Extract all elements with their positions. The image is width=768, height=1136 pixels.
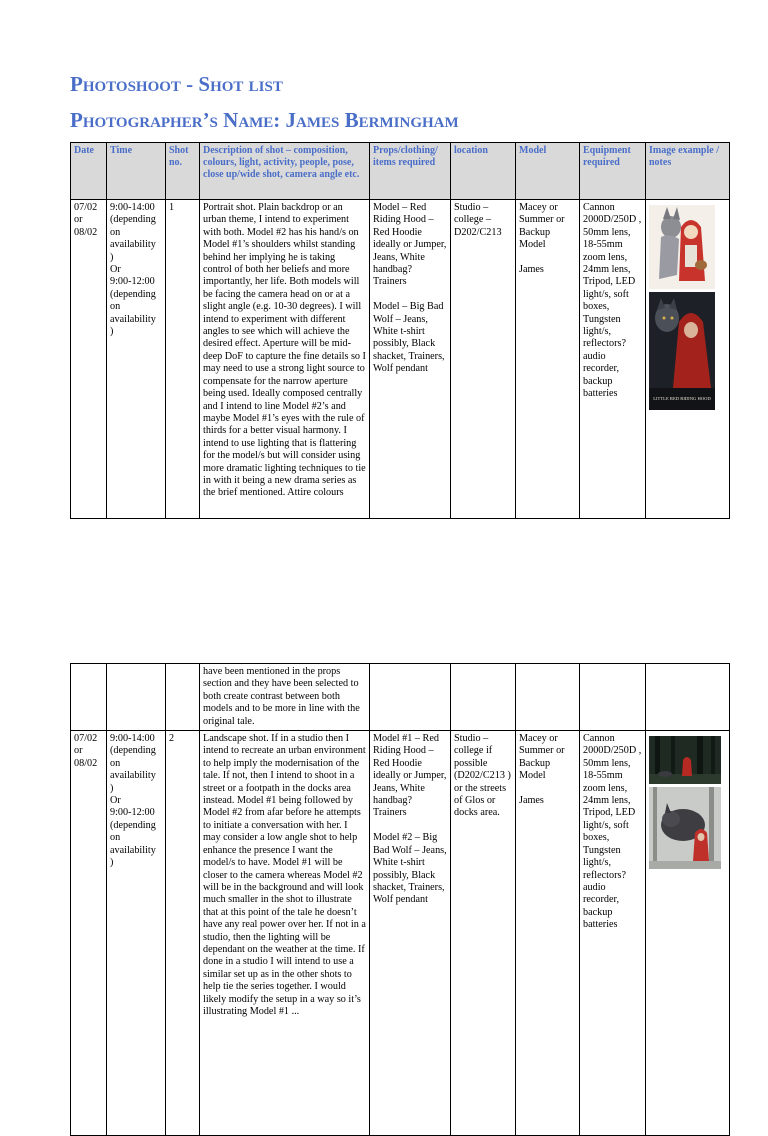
header-location: location — [451, 143, 516, 200]
cell-props: Model – Red Riding Hood – Red Hoodie ideally or Jumper, Jeans, White handbag? Trainers Model – Big Bad Wolf – Jeans, White t-shirt possibly, Black shacket, Trainers, Wolf pendant — [370, 200, 451, 519]
header-shot-no: Shot no. — [166, 143, 200, 200]
cell-date: 07/02 or 08/02 — [71, 731, 107, 1136]
red-riding-hood-illustration-image — [649, 205, 715, 289]
cell-props: Model #1 – Red Riding Hood – Red Hoodie ideally or Jumper, Jeans, White handbag? Trainers Model #2 – Big Bad Wolf – Jeans, White t-shirt possibly, Black shacket, Trainers, Wolf pendant — [370, 731, 451, 1136]
wolf-and-girl-painting-image — [649, 787, 721, 869]
cell-date: 07/02 or 08/02 — [71, 200, 107, 519]
cell-model: Macey or Summer or Backup Model James — [516, 731, 580, 1136]
header-date: Date — [71, 143, 107, 200]
poster-title-text: LITTLE RED RIDING HOOD — [653, 396, 711, 401]
cell-image-examples — [646, 664, 730, 731]
photographer-name-heading: Photographer’s Name: James Bermingham — [70, 108, 459, 132]
cell-shot-no: 2 — [166, 731, 200, 1136]
header-equipment: Equipment required — [580, 143, 646, 200]
cell-shot-no: 1 — [166, 200, 200, 519]
cell-shot-no — [166, 664, 200, 731]
cell-image-examples — [646, 731, 730, 1136]
cell-equipment — [580, 664, 646, 731]
header-props: Props/clothing/ items required — [370, 143, 451, 200]
cell-description: Landscape shot. If in a studio then I intend to recreate an urban environment to help imply the modernisation of the tale. If not, then I intend to shoot in a street or a footpath in the docks area instead. Model #1 being followed by Model #2 from afar before he attempts to initiate a conversation with her. I may consider a low angle shot to help enhance the presence I want the model/s to have. Model #1 will be closer to the camera whereas Model #2 will be in the background and will look much smaller in the shot to illustrate that at this point of the tale he doesn’t have any real power over her. If not in a studio, then the lighting will be dependant on the weather at the time. If done in a studio I will intend to use a similar set up as in the other shots to help tie the series together. I would likely modify the setup in a way so it’s illustrating Model #1 ... — [200, 731, 370, 1136]
table-row — [71, 731, 730, 1136]
shot-list-table — [70, 142, 730, 519]
cell-model — [516, 664, 580, 731]
table-row — [71, 664, 730, 731]
header-model: Model — [516, 143, 580, 200]
cell-equipment: Cannon 2000D/250D , 50mm lens, 18-55mm zoom lens, 24mm lens, Tripod, LED light/s, soft boxes, Tungsten light/s, reflectors? audio recorder, backup batteries — [580, 200, 646, 519]
table-row — [71, 200, 730, 519]
little-red-riding-hood-poster-image — [649, 292, 715, 410]
cell-description: have been mentioned in the props section and they have been selected to both create contrast between both models and to be more in line with the original tale. — [200, 664, 370, 731]
cell-model: Macey or Summer or Backup Model James — [516, 200, 580, 519]
table-header-row — [71, 143, 730, 200]
cell-location: Studio – college if possible (D202/C213 ) or the streets of Glos or docks area. — [451, 731, 516, 1136]
cell-location: Studio – college – D202/C213 — [451, 200, 516, 519]
forest-scene-image — [649, 736, 721, 784]
cell-time: 9:00-14:00 (depending on availability ) Or 9:00-12:00 (depending on availability ) — [107, 731, 166, 1136]
header-image-notes: Image example / notes — [646, 143, 730, 200]
cell-equipment: Cannon 2000D/250D , 50mm lens, 18-55mm zoom lens, 24mm lens, Tripod, LED light/s, soft boxes, Tungsten light/s, reflectors? audio recorder, backup batteries — [580, 731, 646, 1136]
cell-location — [451, 664, 516, 731]
header-description: Description of shot – composition, colours, light, activity, people, pose, close up/wide shot, camera angle etc. — [200, 143, 370, 200]
cell-time — [107, 664, 166, 731]
shot-list-table-continued — [70, 663, 730, 1136]
cell-date — [71, 664, 107, 731]
cell-time: 9:00-14:00 (depending on availability ) Or 9:00-12:00 (depending on availability ) — [107, 200, 166, 519]
cell-description: Portrait shot. Plain backdrop or an urban theme, I intend to experiment with both. Model #2 has his hand/s on Model #1’s shoulders whilst standing behind her implying he is taking control of both her beliefs and more importantly, her life. Both models will be facing the camera head on or at a slight angle (e.g. 10-30 degrees). I will intend to experiment with different angles to see which will achieve the desired effect. Aperture will be mid-deep DoF to capture the fine details so I may need to use a strong light source to compensate for the narrow aperture being used. Ideally composed centrally and I intend to line Model #2’s and maybe Model #1’s eyes with the rule of thirds for a better visual harmony. I intend to use lighting that is flattering for the model/s but will consider using more dramatic lighting techniques to tie in with it being a new drama series as the brief mentioned. Attire colours — [200, 200, 370, 519]
document-title: Photoshoot - Shot list — [70, 72, 283, 96]
cell-props — [370, 664, 451, 731]
header-time: Time — [107, 143, 166, 200]
cell-image-examples — [646, 200, 730, 519]
